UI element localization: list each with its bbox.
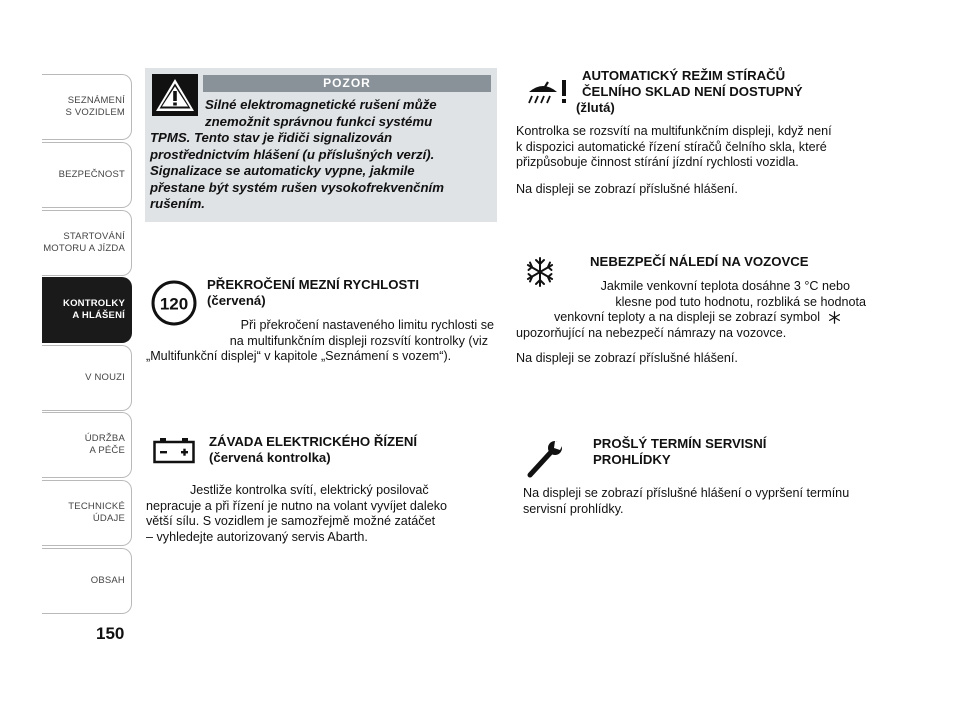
wiper-body: Kontrolka se rozsvítí na multifunkčním displeji, když není k dispozici automatické řízení stíračů čelního skla, které přizpůsobuje činnost stírání jízdní rychlosti vozidla. (516, 124, 832, 169)
ice-body: Jakmile venkovní teplota dosáhne 3 °C nebo klesne pod tuto hodnotu, rozbliká se hodnota venkovní teploty a na displeji se zobrazí symbol upozorňující na nebezpečí námrazy na vozovce. (516, 279, 866, 340)
wiper-warning-icon (526, 78, 572, 106)
battery-icon (153, 438, 195, 464)
ice-title: NEBEZPEČÍ NÁLEDÍ NA VOZOVCE (590, 254, 809, 269)
snowflake-inline-icon (828, 311, 841, 324)
warning-text: Silné elektromagnetické rušení může znemožnit správnou funkci systému TPMS. Tento stav je řidiči signalizován prostřednictvím hlášení (u příslušných verzí). Signalizace se automaticky vypne, jakmile přestane být systém rušen vysokofrekvenčním rušením. (150, 97, 444, 211)
tab-v-nouzi[interactable]: V NOUZI (42, 345, 132, 411)
tab-kontrolky[interactable]: KONTROLKY A HLÁŠENÍ (42, 277, 132, 343)
wiper-title: AUTOMATICKÝ REŽIM STÍRAČŮ ČELNÍHO SKLAD NENÍ DOSTUPNÝ (žlutá) (576, 68, 803, 115)
steering-title: ZÁVADA ELEKTRICKÉHO ŘÍZENÍ (červená kontrolka) (209, 434, 418, 465)
ice-note: Na displeji se zobrazí příslušné hlášení. (516, 351, 738, 365)
speed-body: Při překročení nastaveného limitu rychlosti se na multifunkčním displeji rozsvítí kontrolky (viz „Multifunkční displej“ v kapitole „Seznámení s vozem“). (146, 318, 494, 363)
tab-seznameni[interactable]: SEZNÁMENÍ S VOZIDLEM (42, 74, 132, 140)
wiper-note: Na displeji se zobrazí příslušné hlášení. (516, 182, 738, 196)
tab-startovani[interactable]: STARTOVÁNÍ MOTORU A JÍZDA (42, 210, 132, 276)
tab-technicke-udaje[interactable]: TECHNICKÉ ÚDAJE (42, 480, 132, 546)
warning-banner: POZOR (203, 75, 491, 92)
service-title: PROŠLÝ TERMÍN SERVISNÍ PROHLÍDKY (593, 436, 767, 467)
tab-bezpecnost[interactable]: BEZPEČNOST (42, 142, 132, 208)
speed-title: PŘEKROČENÍ MEZNÍ RYCHLOSTI (červená) (207, 277, 419, 308)
wrench-icon (524, 440, 566, 480)
tab-obsah[interactable]: OBSAH (42, 548, 132, 614)
service-body: Na displeji se zobrazí příslušné hlášení o vypršení termínu servisní prohlídky. (523, 486, 850, 516)
page-number: 150 (96, 624, 125, 643)
speed-limit-icon-label: 120 (159, 294, 189, 314)
tab-udrzba[interactable]: ÚDRŽBA A PÉČE (42, 412, 132, 478)
steering-body: Jestliže kontrolka svítí, elektrický posilovač nepracuje a při řízení je nutno na volant vyvíjet daleko větší sílu. S vozidlem je samozřejmě možné zatáčet – vyhledejte autorizovaný servis Abarth. (146, 483, 448, 544)
